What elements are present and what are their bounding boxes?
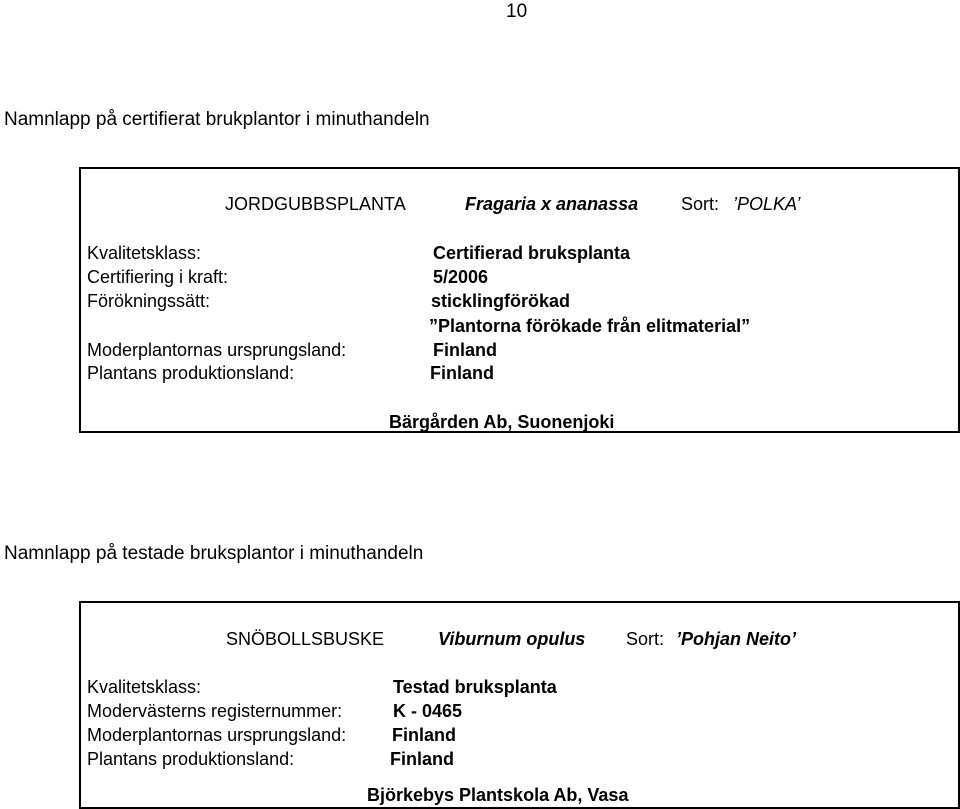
row-label-mother-plant-origin: Moderplantornas ursprungsland: xyxy=(87,340,347,360)
row-label-quality-class: Kvalitetsklass: xyxy=(87,243,202,263)
section-heading-certified: Namnlapp på certifierat brukplantor i minuthandeln xyxy=(4,109,430,130)
sort-value: ’POLKA’ xyxy=(733,194,801,214)
row-value-production-country: Finland xyxy=(430,363,494,383)
row-label-mother-plant-origin: Moderplantornas ursprungsland: xyxy=(87,725,347,745)
producer-name: Bärgården Ab, Suonenjoki xyxy=(389,412,615,432)
row-value-register-number: K - 0465 xyxy=(393,701,463,721)
row-value-certification-date: 5/2006 xyxy=(433,267,489,287)
row-value-propagation-note: ”Plantorna förökade från elitmaterial” xyxy=(429,316,751,336)
row-value-quality-class: Certifierad bruksplanta xyxy=(433,243,631,263)
row-value-quality-class: Testad bruksplanta xyxy=(393,677,557,697)
plant-name: SNÖBOLLSBUSKE xyxy=(226,629,385,649)
sort-value: ’Pohjan Neito’ xyxy=(676,629,797,649)
row-value-mother-plant-origin: Finland xyxy=(433,340,497,360)
producer-name: Björkebys Plantskola Ab, Vasa xyxy=(367,785,629,805)
section-heading-tested: Namnlapp på testade bruksplantor i minuthandeln xyxy=(4,543,424,564)
row-value-mother-plant-origin: Finland xyxy=(392,725,456,745)
row-label-register-number: Modervästerns registernummer: xyxy=(87,701,343,721)
page-number: 10 xyxy=(506,1,528,22)
row-value-propagation-method: sticklingförökad xyxy=(431,291,571,311)
row-label-production-country: Plantans produktionsland: xyxy=(87,749,295,769)
latin-name: Fragaria x ananassa xyxy=(465,194,639,214)
latin-name: Viburnum opulus xyxy=(438,629,586,649)
sort-label: Sort: xyxy=(681,194,720,214)
row-label-production-country: Plantans produktionsland: xyxy=(87,363,295,383)
row-label-propagation-method: Förökningssätt: xyxy=(87,291,211,311)
row-label-certification-date: Certifiering i kraft: xyxy=(87,267,229,287)
sort-label: Sort: xyxy=(626,629,665,649)
row-label-quality-class: Kvalitetsklass: xyxy=(87,677,202,697)
plant-name: JORDGUBBSPLANTA xyxy=(225,194,406,214)
row-value-production-country: Finland xyxy=(390,749,454,769)
